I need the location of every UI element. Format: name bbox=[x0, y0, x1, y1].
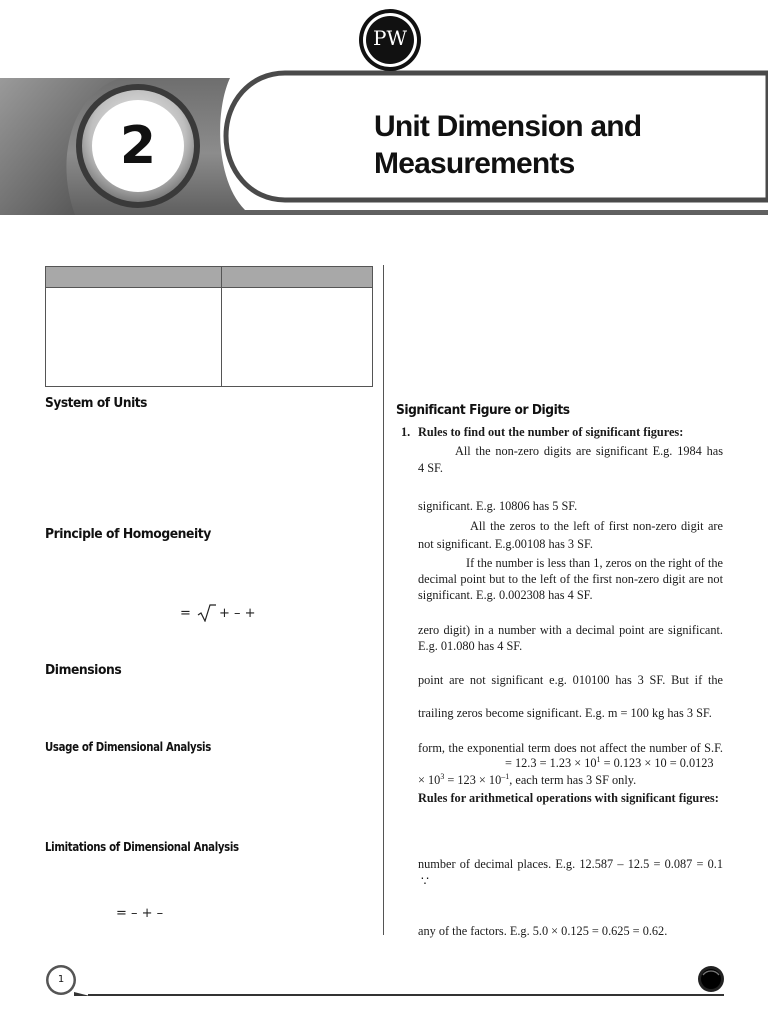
rule1h-line3-part: × 10 bbox=[418, 773, 441, 787]
rule1a-line2: 4 SF. bbox=[418, 461, 443, 475]
heading-dimensions: Dimensions bbox=[45, 662, 122, 678]
chapter-number: 2 bbox=[119, 116, 157, 176]
heading-significant-figures: Significant Figure or Digits bbox=[396, 402, 570, 418]
rule1e-line1: zero digit) in a number with a decimal point are significant. bbox=[418, 623, 723, 637]
rule1h-line3-part: = 123 × 10 bbox=[444, 773, 502, 787]
table-header-row bbox=[46, 267, 373, 288]
rule1h-line3-part: , each term has 3 SF only. bbox=[509, 773, 637, 787]
rule1-number: 1. bbox=[401, 425, 411, 439]
table-cell bbox=[222, 288, 373, 387]
rule2b-line: any of the factors. E.g. 5.0 × 0.125 = 0.625 = 0.62. bbox=[418, 924, 668, 938]
rule1e-line2: E.g. 01.080 has 4 SF. bbox=[418, 639, 523, 653]
table-row bbox=[46, 288, 373, 387]
heading-system-of-units: System of Units bbox=[45, 395, 147, 411]
page-number: 1 bbox=[57, 974, 65, 985]
rule1h-line2-part: = 12.3 = 1.23 × 10 bbox=[505, 756, 597, 770]
chapter-title-line2: Measurements bbox=[374, 147, 575, 180]
rule1d-line2: decimal point but to the left of the first non-zero digit are not bbox=[418, 572, 723, 586]
rule1f-line: point are not significant e.g. 010100 has 3 SF. But if the bbox=[418, 673, 723, 687]
rule1c-line1: All the zeros to the left of first non-zero digit are bbox=[470, 519, 723, 533]
rule2-title: Rules for arithmetical operations with significant figures: bbox=[418, 791, 719, 805]
rule1h-line2 bbox=[505, 755, 714, 771]
logo-text: PW bbox=[372, 26, 407, 50]
table-cell bbox=[46, 288, 222, 387]
rule1h-line2-part: = 0.123 × 10 = 0.0123 bbox=[600, 756, 714, 770]
table-header-cell bbox=[46, 267, 222, 288]
column-divider bbox=[383, 265, 384, 935]
rule1g-line: trailing zeros become significant. E.g. m = 100 kg has 3 SF. bbox=[418, 706, 712, 720]
heading-usage-of-dimensional-analysis: Usage of Dimensional Analysis bbox=[45, 740, 211, 754]
rule1h-line2-exponent: 1 bbox=[596, 754, 601, 764]
square-root-icon bbox=[197, 604, 217, 622]
equation-terms: + – + bbox=[219, 606, 256, 621]
rule1h-line3-exponent: 3 bbox=[440, 771, 445, 781]
rule1d-line3: significant. E.g. 0.002308 has 4 SF. bbox=[418, 588, 593, 602]
table-header-cell bbox=[222, 267, 373, 288]
rule1d-line1: If the number is less than 1, zeros on the right of the bbox=[466, 556, 723, 570]
equation-equals: = bbox=[180, 606, 191, 621]
equation-limitations: = – + – bbox=[116, 906, 164, 921]
rule1h-line3 bbox=[418, 772, 636, 788]
rule1a-line1: All the non-zero digits are significant E.g. 1984 has bbox=[455, 444, 723, 458]
footer-dot-icon bbox=[697, 965, 725, 993]
rule1b-line: significant. E.g. 10806 has 5 SF. bbox=[418, 499, 578, 513]
heading-limitations-of-dimensional-analysis: Limitations of Dimensional Analysis bbox=[45, 840, 239, 854]
heading-principle-of-homogeneity: Principle of Homogeneity bbox=[45, 526, 211, 542]
blank-table bbox=[45, 266, 373, 387]
equation-homogeneity bbox=[180, 606, 191, 621]
rule1h-line3-exponent: –1 bbox=[501, 771, 510, 781]
rule1h-line1: form, the exponential term does not affect the number of S.F. bbox=[418, 741, 723, 755]
because-symbol: ∵ bbox=[421, 874, 429, 888]
chapter-title bbox=[374, 108, 754, 182]
rule1-title: Rules to find out the number of significant figures: bbox=[418, 425, 684, 439]
rule1c-line2: not significant. E.g.00108 has 3 SF. bbox=[418, 537, 593, 551]
footer-rule bbox=[88, 994, 724, 996]
chapter-title-line1: Unit Dimension and bbox=[374, 110, 642, 143]
rule2a-line: number of decimal places. E.g. 12.587 – 12.5 = 0.087 = 0.1 bbox=[418, 857, 723, 871]
